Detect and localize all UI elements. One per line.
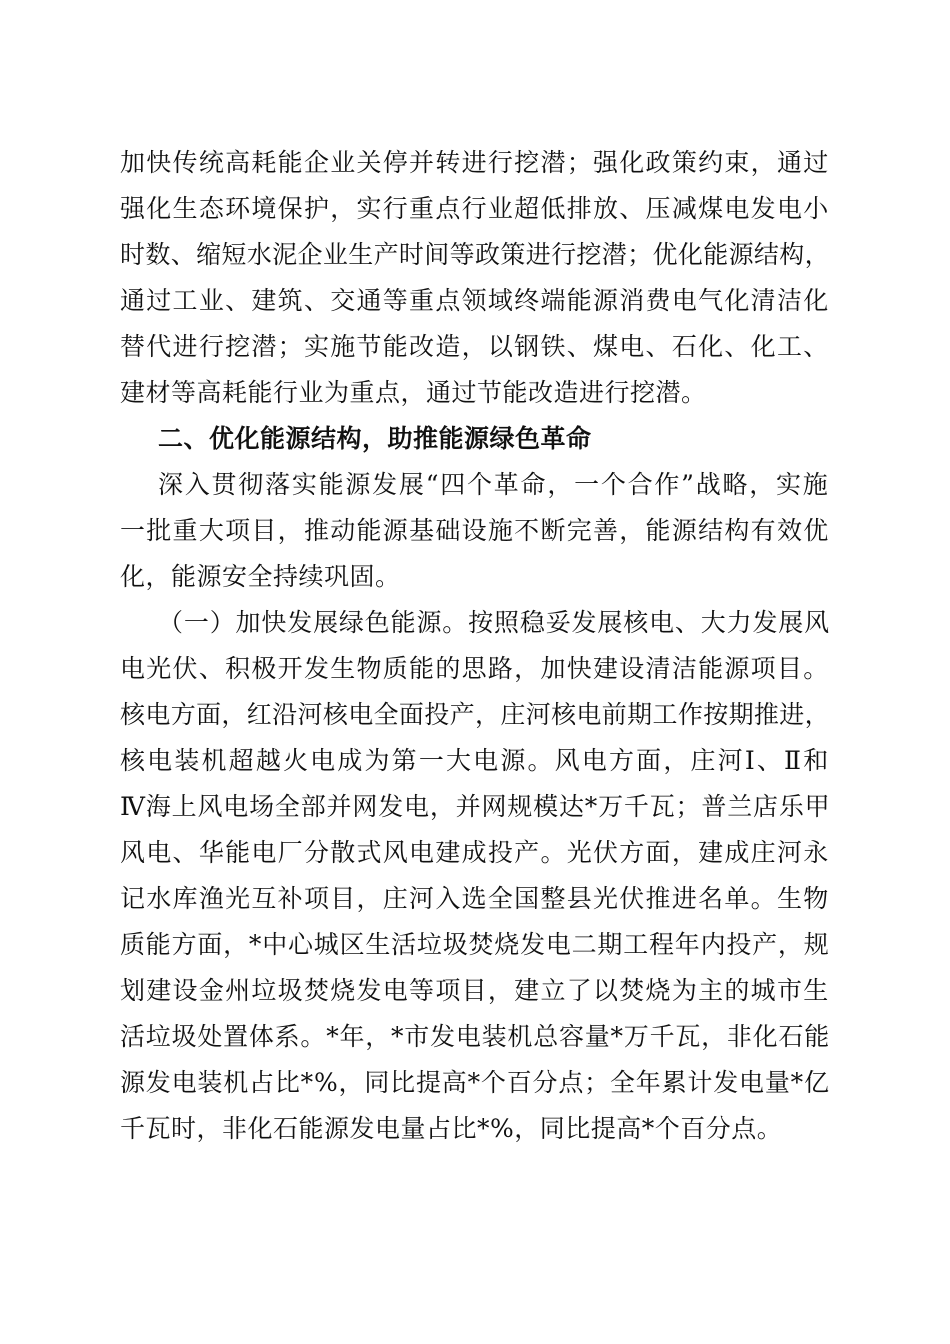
paragraph-line: 风电、华能电厂分散式风电建成投产。光伏方面，建成庄河永 — [120, 838, 830, 867]
paragraph-line: 核电方面，红沿河核电全面投产，庄河核电前期工作按期推进， — [120, 700, 831, 729]
paragraph-line: 千瓦时，非化石能源发电量占比*%，同比提高*个百分点。 — [120, 1114, 783, 1143]
paragraph-line: 加快传统高耗能企业关停并转进行挖潜；强化政策约束，通过 — [120, 148, 830, 177]
paragraph-line: 强化生态环境保护，实行重点行业超低排放、压减煤电发电小 — [120, 194, 830, 223]
paragraph-line: 记水库渔光互补项目，庄河入选全国整县光伏推进名单。生物 — [120, 884, 830, 913]
paragraph-line: 活垃圾处置体系。*年，*市发电装机总容量*万千瓦，非化石能 — [120, 1022, 831, 1051]
paragraph-line: 电光伏、积极开发生物质能的思路，加快建设清洁能源项目。 — [120, 654, 830, 683]
subsection-line: （一）加快发展绿色能源。按照稳妥发展核电、大力发展风 — [158, 608, 831, 637]
paragraph-line: 替代进行挖潜；实施节能改造，以钢铁、煤电、石化、化工、 — [120, 332, 830, 361]
paragraph-line: 深入贯彻落实能源发展“四个革命，一个合作”战略，实施 — [158, 470, 830, 499]
paragraph-line: 质能方面，*中心城区生活垃圾焚烧发电二期工程年内投产，规 — [120, 930, 830, 959]
paragraph-line: 建材等高耗能行业为重点，通过节能改造进行挖潜。 — [120, 378, 707, 407]
paragraph-line: Ⅳ海上风电场全部并网发电，并网规模达*万千瓦；普兰店乐甲 — [120, 792, 831, 821]
paragraph-line: 化，能源安全持续巩固。 — [120, 562, 401, 591]
section-heading: 二、优化能源结构，助推能源绿色革命 — [158, 424, 592, 453]
paragraph-line: 时数、缩短水泥企业生产时间等政策进行挖潜；优化能源结构， — [120, 240, 831, 269]
paragraph-line: 一批重大项目，推动能源基础设施不断完善，能源结构有效优 — [120, 516, 830, 545]
paragraph-line: 通过工业、建筑、交通等重点领域终端能源消费电气化清洁化 — [120, 286, 830, 315]
paragraph-line: 核电装机超越火电成为第一大电源。风电方面，庄河Ⅰ、Ⅱ和 — [120, 746, 831, 775]
paragraph-line: 源发电装机占比*%，同比提高*个百分点；全年累计发电量*亿 — [120, 1068, 830, 1097]
paragraph-line: 划建设金州垃圾焚烧发电等项目，建立了以焚烧为主的城市生 — [120, 976, 830, 1005]
